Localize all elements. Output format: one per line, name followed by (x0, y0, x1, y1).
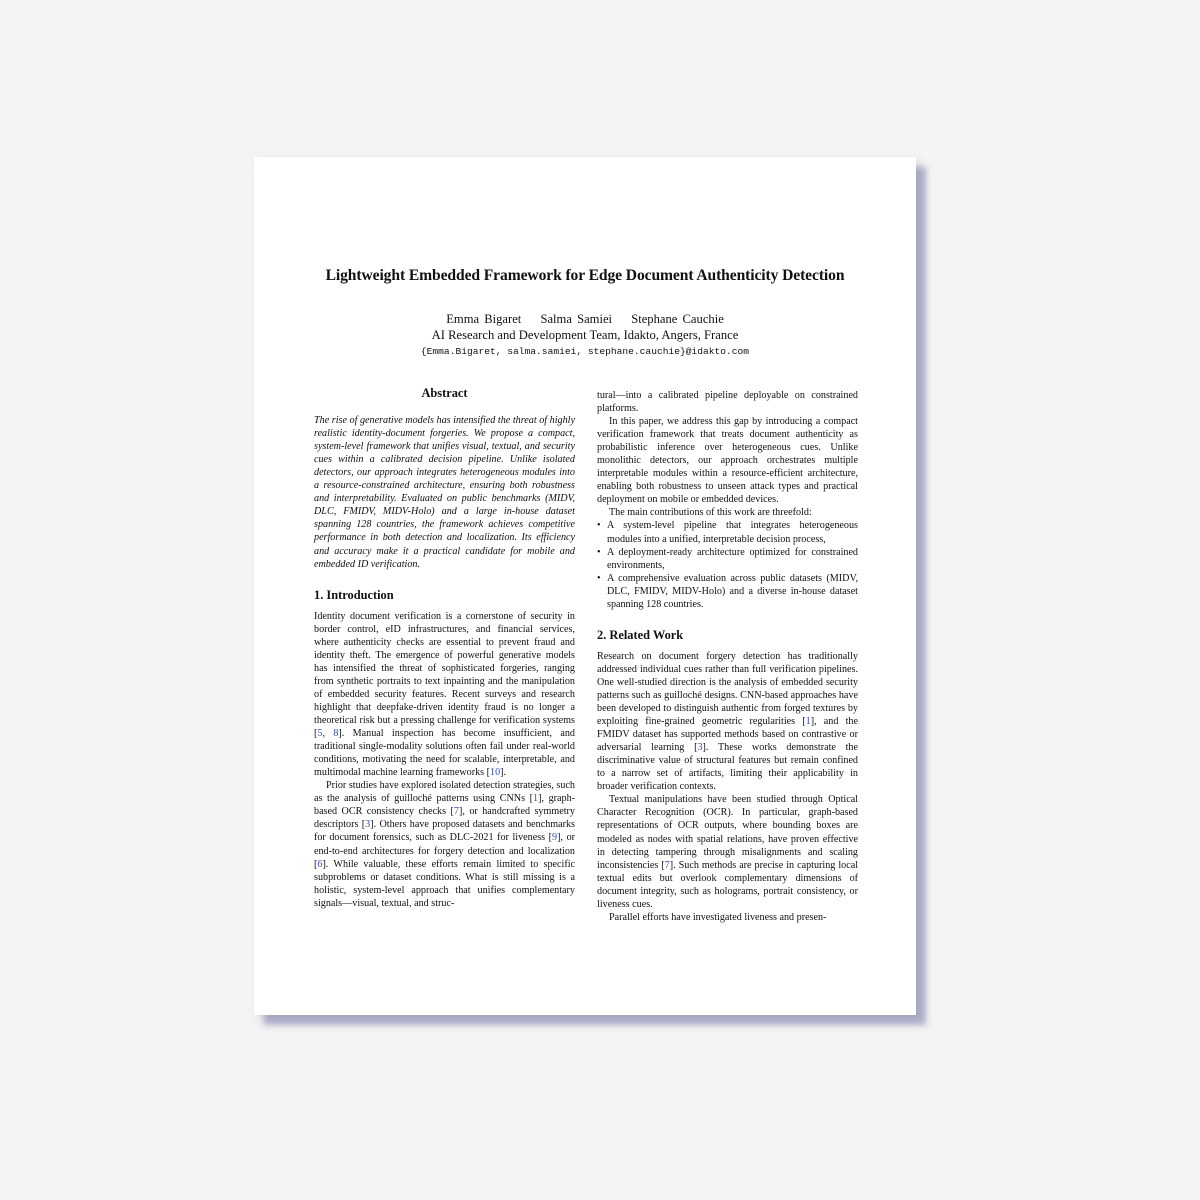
author-name: Emma Bigaret (446, 312, 522, 326)
intro-paragraph-2: Prior studies have explored isolated detection strategies, such as the analysis of guilloché patterns using CNNs [1], graph-based OCR consistency checks [7], or handcrafted symmetry descriptors [3]. Others have proposed datasets and benchmarks for document forensics, such as DLC-2021 for liveness [9], or end-to-end architectures for forgery detection and localization [6]. While valuable, these efforts remain limited to specific subproblems or dataset conditions. What is still missing is a holistic, system-level approach that unifies complementary signals—visual, textual, and struc- (314, 780, 576, 909)
citation-link[interactable]: 10 (490, 767, 501, 779)
author-list (254, 312, 916, 327)
section-heading-related-work: 2. Related Work (597, 627, 684, 642)
bullet-icon: • (597, 572, 601, 584)
citation-link[interactable]: 8 (333, 728, 339, 740)
list-item: • A deployment-ready architecture optimized for constrained environments, (597, 546, 858, 571)
citation-link[interactable]: 5 (317, 728, 323, 740)
paper-title: Lightweight Embedded Framework for Edge Document Authenticity Detection (325, 267, 845, 284)
contributions-list (597, 519, 858, 610)
citation-link[interactable]: 9 (552, 832, 558, 844)
list-item: • A comprehensive evaluation across public datasets (MIDV, DLC, FMIDV, MIDV-Holo) and a diverse in-house dataset spanning 128 countries. (597, 572, 858, 610)
abstract-text: The rise of generative models has intensified the threat of highly realistic identity-document forgeries. We propose a compact, system-level framework that unifies visual, textual, and security cues within a calibrated decision pipeline. Unlike isolated detectors, our approach integrates heterogeneous modules into a resource-constrained architecture, ensuring both robustness and interpretability. Evaluated on public benchmarks (MIDV, DLC, FMIDV, MIDV-Holo) and a large in-house dataset spanning 128 countries, the framework achieves competitive performance in both detection and localization. Its efficiency and accuracy make it a practical candidate for mobile and embedded ID verification. (314, 415, 575, 570)
paper-page (254, 157, 916, 1015)
citation-link[interactable]: 3 (697, 742, 703, 754)
related-paragraph-2: Textual manipulations have been studied through Optical Character Recognition (OCR). In particular, graph-based representations of OCR outputs, where bounding boxes are modeled as nodes with spatial relations, have proven effective in detecting tampering through misalignments and scaling inconsistencies [7]. Such methods are precise in capturing local textual edits but overlook complementary dimensions of document integrity, such as holograms, portrait consistency, or liveness cues. (597, 794, 859, 910)
author-name: Salma Samiei (540, 312, 613, 326)
citation-link[interactable]: 7 (453, 806, 459, 818)
related-paragraph-3: Parallel efforts have investigated liveness and presen- (609, 911, 827, 923)
abstract-heading: Abstract (421, 386, 468, 400)
affiliation: AI Research and Development Team, Idakto, Angers, France (431, 328, 739, 342)
section-heading-introduction: 1. Introduction (314, 587, 394, 602)
intro-paragraph-2-continued: tural—into a calibrated pipeline deployable on constrained platforms. (597, 390, 858, 415)
intro-paragraph-1: Identity document verification is a cornerstone of security in border control, eID infrastructures, and financial services, where authenticity checks are essential to prevent fraud and identity theft. The emergence of powerful generative models has intensified the threat of sophisticated forgeries, ranging from synthetic portraits to text inpainting and the manipulation of embedded security features. Recent surveys and research highlight that deepfake-driven identity fraud is no longer a theoretical risk but a pressing challenge for verification systems [5, 8]. Manual inspection has become insufficient, and traditional single-modality solutions often fail under real-world conditions, motivating the need for scalable, interpretable, and multimodal machine learning frameworks [10]. (314, 610, 575, 779)
intro-paragraph-3: In this paper, we address this gap by introducing a compact verification framework that treats document authenticity as probabilistic inference over heterogeneous cues. Unlike monolithic detectors, our approach orchestrates multiple interpretable modules within a resource-efficient architecture, enabling both robustness to unseen attack types and practical deployment on mobile or embedded devices. (597, 416, 858, 506)
citation-link[interactable]: 1 (533, 793, 539, 805)
related-paragraph-1: Research on document forgery detection has traditionally addressed individual cues rather than full verification pipelines. One well-studied direction is the analysis of embedded security patterns such as guilloché designs. CNN-based approaches have been developed to distinguish authentic from forged textures by exploiting fine-grained geometric regularities [1], and the FMIDV dataset has supported methods based on contrastive or adversarial learning [3]. These works demonstrate the discriminative value of structural features but remain confined to a narrow set of artifacts, limiting their applicability in broader verification contexts. (597, 650, 858, 793)
contributions-lead: The main contributions of this work are threefold: (609, 507, 812, 519)
bullet-icon: • (597, 546, 601, 558)
citation-link[interactable]: 3 (365, 819, 371, 831)
citation-link[interactable]: 7 (664, 859, 670, 871)
list-item: • A system-level pipeline that integrates heterogeneous modules into a unified, interpretable decision process, (597, 520, 858, 545)
bullet-icon: • (597, 520, 601, 532)
left-column (314, 387, 575, 910)
right-column (597, 389, 858, 924)
author-emails: {Emma.Bigaret, salma.samiei, stephane.cauchie}@idakto.com (420, 346, 750, 357)
author-name: Stephane Cauchie (631, 312, 724, 326)
citation-link[interactable]: 1 (805, 716, 811, 728)
citation-link[interactable]: 6 (317, 858, 323, 870)
